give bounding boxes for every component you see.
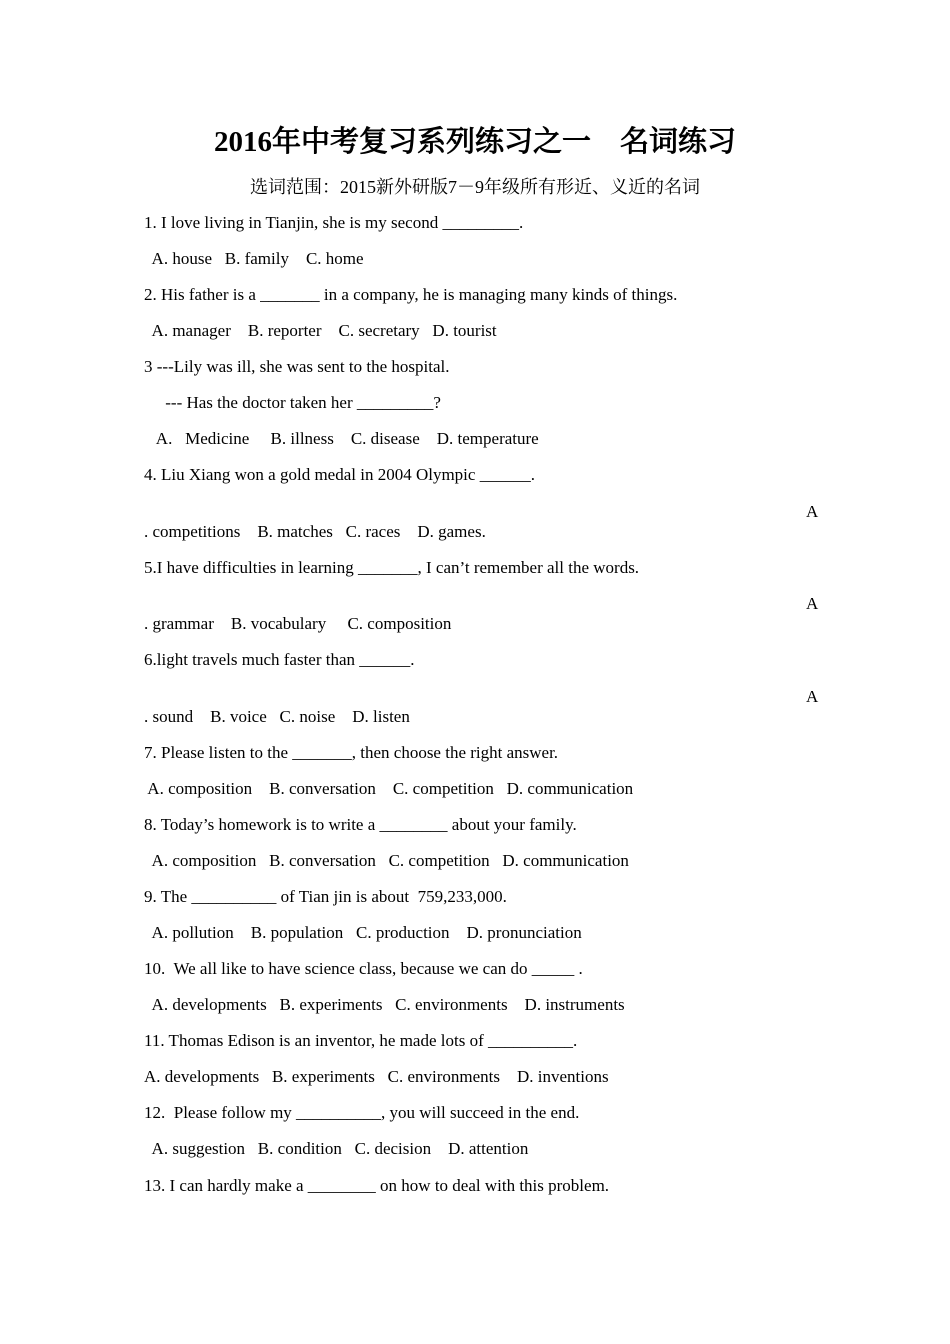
question-2: 2. His father is a _______ in a company, he is managing many kinds of things.	[144, 285, 678, 304]
question-3-dialogue: --- Has the doctor taken her _________?	[144, 393, 441, 412]
question-3-options: A. Medicine B. illness C. disease D. temperature	[144, 429, 539, 448]
question-10-options: A. developments B. experiments C. environments D. instruments	[144, 995, 625, 1014]
question-6: 6.light travels much faster than ______.	[144, 650, 415, 669]
option-marker-a: A	[806, 594, 819, 613]
question-9-options: A. pollution B. population C. production D. pronunciation	[144, 923, 582, 942]
question-12-options: A. suggestion B. condition C. decision D. attention	[144, 1139, 529, 1158]
option-marker-a: A	[806, 687, 819, 706]
question-12: 12. Please follow my __________, you will succeed in the end.	[144, 1103, 580, 1122]
question-11: 11. Thomas Edison is an inventor, he made lots of __________.	[144, 1031, 578, 1050]
page-title: 2016年中考复习系列练习之一 名词练习	[213, 126, 736, 158]
question-7: 7. Please listen to the _______, then choose the right answer.	[144, 743, 559, 762]
question-13: 13. I can hardly make a ________ on how to deal with this problem.	[144, 1176, 610, 1195]
question-8: 8. Today’s homework is to write a ________ about your family.	[144, 815, 577, 834]
question-2-options: A. manager B. reporter C. secretary D. tourist	[144, 321, 497, 340]
question-4: 4. Liu Xiang won a gold medal in 2004 Olympic ______.	[144, 465, 535, 484]
option-marker-a: A	[806, 502, 819, 521]
question-9: 9. The __________ of Tian jin is about 759,233,000.	[144, 887, 507, 906]
question-7-options: A. composition B. conversation C. competition D. communication	[144, 779, 634, 798]
question-8-options: A. composition B. conversation C. competition D. communication	[144, 851, 629, 870]
question-1-options: A. house B. family C. home	[144, 249, 364, 268]
question-1: 1. I love living in Tianjin, she is my second _________.	[144, 213, 524, 232]
question-5: 5.I have difficulties in learning _______, I can’t remember all the words.	[144, 558, 640, 577]
question-5-options: . grammar B. vocabulary C. composition	[144, 614, 452, 633]
question-6-options: . sound B. voice C. noise D. listen	[144, 707, 410, 726]
question-3: 3 ---Lily was ill, she was sent to the hospital.	[144, 357, 450, 376]
question-11-options: A. developments B. experiments C. environments D. inventions	[144, 1067, 609, 1086]
question-10: 10. We all like to have science class, because we can do _____ .	[144, 959, 583, 978]
question-4-options: . competitions B. matches C. races D. games.	[144, 522, 486, 541]
page-subtitle: 选词范围：2015新外研版7－9年级所有形近、义近的名词	[250, 177, 700, 197]
